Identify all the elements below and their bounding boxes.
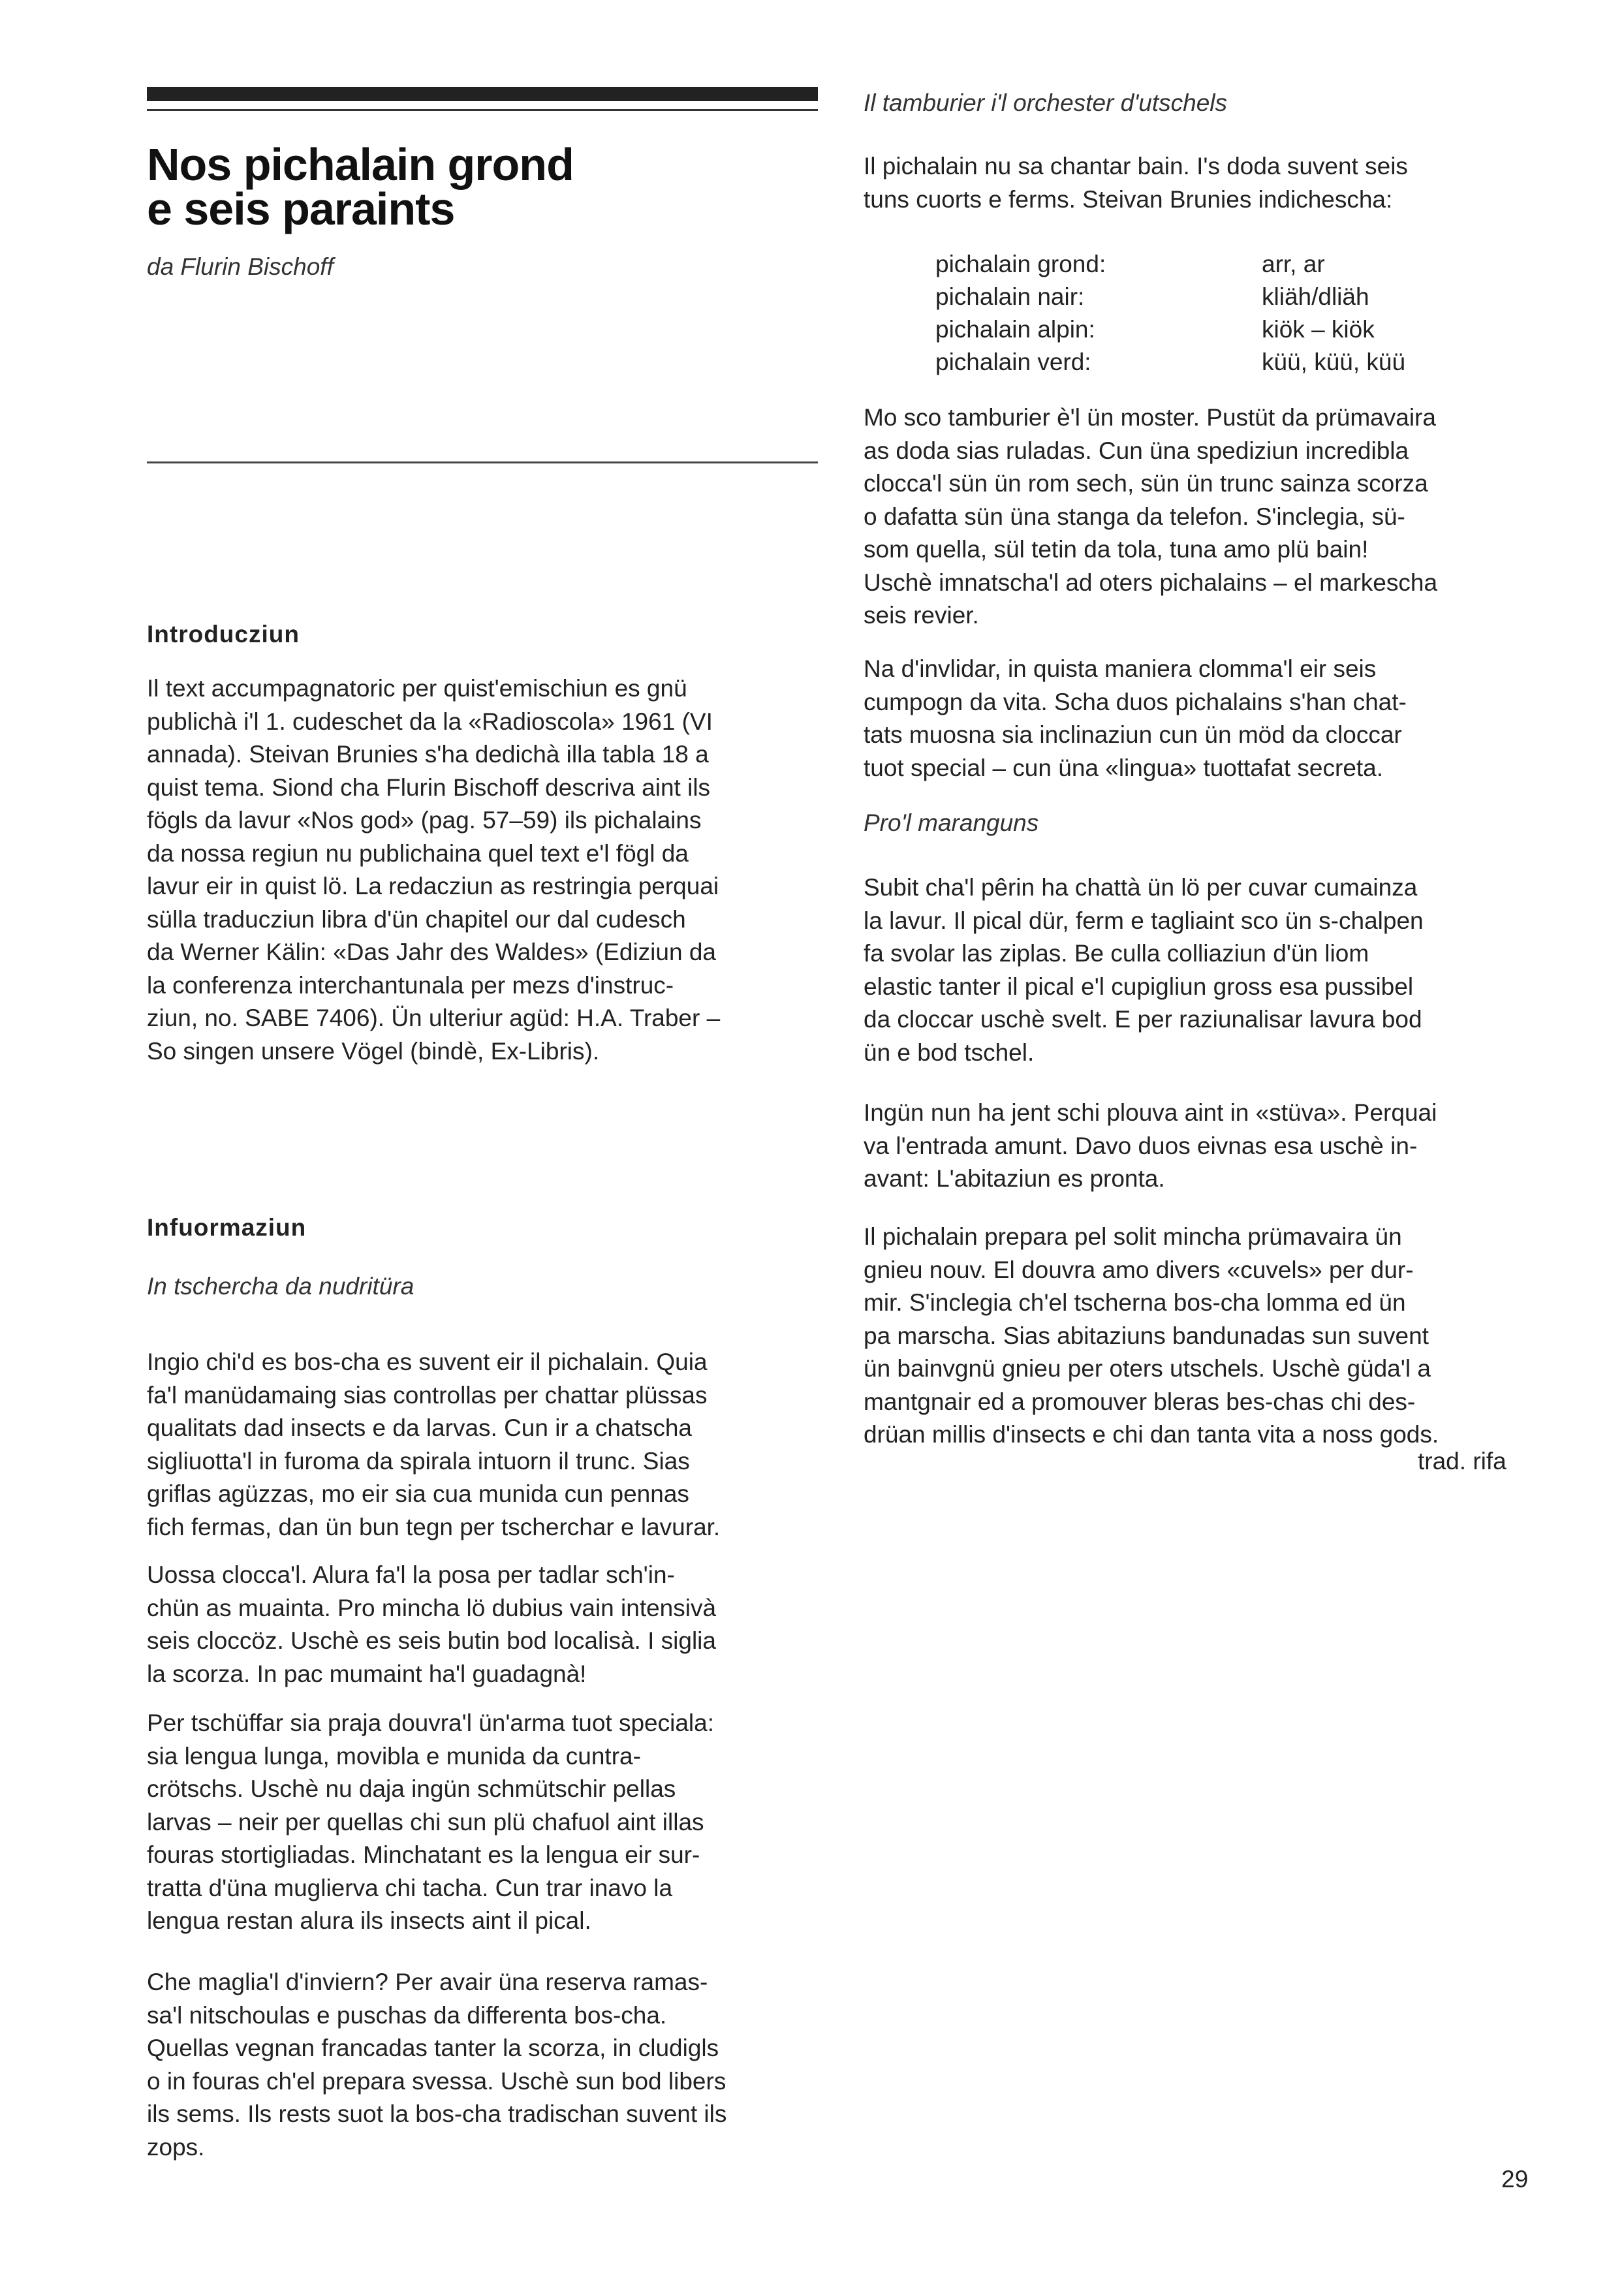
text-line: quist tema. Siond cha Flurin Bischoff descriva aint ils — [147, 773, 711, 801]
right-paragraph-6 — [864, 1221, 1536, 1452]
section-divider — [147, 461, 818, 463]
left-paragraph-3 — [147, 1707, 819, 1938]
text-line: seis revier. — [864, 602, 979, 629]
title-line-2: e seis paraints — [147, 183, 455, 234]
text-line: annada). Steivan Brunies s'ha dedichà illa tabla 18 a — [147, 741, 709, 768]
info-heading: Infuormaziun — [147, 1214, 307, 1241]
text-line: da Werner Kälin: «Das Jahr des Waldes» (Ediziun da — [147, 939, 716, 965]
text-line: clocca'l sün ün rom sech, sün ün trunc sainza scorza — [864, 470, 1428, 497]
text-line: sia lengua lunga, movibla e munida da cuntra- — [147, 1742, 641, 1770]
intro-heading: Introducziun — [147, 621, 300, 648]
left-paragraph-1 — [147, 1346, 819, 1544]
text-line: ün bainvgnü gnieu per oters utschels. Uschè güda'l a — [864, 1355, 1431, 1382]
text-line: griflas agüzzas, mo eir sia cua munida cun pennas — [147, 1480, 689, 1507]
text-line: avant: L'abitaziun es pronta. — [864, 1165, 1165, 1192]
text-line: som quella, sül tetin da tola, tuna amo plü bain! — [864, 536, 1369, 563]
bird-call-row — [935, 248, 1405, 281]
text-line: pa marscha. Sias abitaziuns bandunadas sun suvent — [864, 1322, 1429, 1349]
text-line: tuns cuorts e ferms. Steivan Brunies indichescha: — [864, 185, 1393, 213]
text-line: Uossa clocca'l. Alura fa'l la posa per tadlar sch'in- — [147, 1561, 675, 1588]
text-line: chün as muainta. Pro mincha lö dubius vain intensivà — [147, 1594, 717, 1621]
text-line: tats muosna sia inclinaziun cun ün möd da cloccar — [864, 721, 1402, 748]
text-line: seis cloccöz. Uschè es seis butin bod localisà. I siglia — [147, 1627, 716, 1654]
right-subheading-2: Pro'l maranguns — [864, 809, 1039, 836]
text-line: Che maglia'l d'inviern? Per avair üna reserva ramas- — [147, 1969, 708, 1995]
text-line: Quellas vegnan francadas tanter la scorza, in cludigls — [147, 2035, 719, 2061]
bird-call-row — [935, 281, 1405, 313]
text-line: elastic tanter il pical e'l cupigliun gross esa pussibel — [864, 973, 1414, 1000]
text-line: Uschè imnatscha'l ad oters pichalains – el markescha — [864, 569, 1438, 596]
text-line: zops. — [147, 2133, 205, 2161]
text-line: tuot special – cun üna «lingua» tuottafat secreta. — [864, 754, 1384, 781]
text-line: Il pichalain nu sa chantar bain. I's doda suvent seis — [864, 153, 1408, 180]
title-line-1: Nos pichalain grond — [147, 139, 574, 190]
text-line: Il text accumpagnatoric per quist'emischiun es gnü — [147, 675, 687, 702]
bird-call: kiök – kiök — [1262, 316, 1375, 343]
text-line: da nossa regiun nu publichaina quel text e'l fögl da — [147, 839, 689, 867]
byline: da Flurin Bischoff — [147, 253, 334, 280]
bird-name: pichalain verd: — [935, 349, 1091, 375]
bird-call-table — [935, 248, 1405, 379]
text-line: la scorza. In pac mumaint ha'l guadagnà! — [147, 1660, 587, 1687]
title-rule-line — [147, 109, 818, 111]
text-line: So singen unsere Vögel (bindè, Ex-Libris). — [147, 1037, 600, 1065]
text-line: fögls da lavur «Nos god» (pag. 57–59) ils pichalains — [147, 807, 702, 834]
translator-signature: trad. rifa — [1418, 1448, 1507, 1475]
text-line: ün e bod tschel. — [864, 1038, 1035, 1066]
bird-call: kliäh/dliäh — [1262, 283, 1369, 310]
text-line: o in fouras ch'el prepara svessa. Uschè sun bod libers — [147, 2067, 726, 2095]
text-line: Per tschüffar sia praja douvra'l ün'arma tuot speciala: — [147, 1710, 715, 1736]
text-line: mir. S'inclegia ch'el tscherna bos-cha lomma ed ün — [864, 1289, 1406, 1316]
text-line: cumpogn da vita. Scha duos pichalains s'han chat- — [864, 688, 1407, 715]
text-line: o dafatta sün üna stanga da telefon. S'inclegia, sü- — [864, 503, 1405, 530]
text-line: drüan millis d'insects e chi dan tanta vita a noss gods. — [864, 1421, 1439, 1448]
text-line: crötschs. Uschè nu daja ingün schmütschir pellas — [147, 1775, 676, 1802]
text-line: qualitats dad insects e da larvas. Cun ir a chatscha — [147, 1414, 693, 1441]
bird-name: pichalain alpin: — [935, 316, 1095, 343]
right-paragraph-4 — [864, 871, 1536, 1069]
right-paragraph-5 — [864, 1097, 1536, 1196]
text-line: gnieu nouv. El douvra amo divers «cuvels» per dur- — [864, 1256, 1414, 1283]
text-line: lengua restan alura ils insects aint il pical. — [147, 1907, 591, 1934]
bird-name: pichalain nair: — [935, 283, 1085, 310]
right-paragraph-1 — [864, 150, 1536, 216]
text-line: sigliuotta'l in furoma da spirala intuorn il trunc. Sias — [147, 1447, 690, 1475]
text-line: la lavur. Il pical dür, ferm e tagliaint sco ün s-chalpen — [864, 907, 1424, 934]
left-paragraph-2 — [147, 1559, 819, 1691]
right-paragraph-2 — [864, 401, 1536, 632]
text-line: Subit cha'l pêrin ha chattà ün lö per cuvar cumainza — [864, 874, 1418, 901]
text-line: publichà i'l 1. cudeschet da la «Radioscola» 1961 (VI — [147, 708, 713, 735]
text-line: la conferenza interchantunala per mezs d'instruc- — [147, 971, 674, 999]
text-line: ils sems. Ils rests suot la bos-cha tradischan suvent ils — [147, 2100, 727, 2127]
text-line: Mo sco tamburier è'l ün moster. Pustüt da prümavaira — [864, 404, 1436, 431]
text-line: larvas – neir per quellas chi sun plü chafuol aint illas — [147, 1808, 704, 1835]
text-line: fich fermas, dan ün bun tegn per tscherchar e lavurar. — [147, 1513, 721, 1540]
text-line: as doda sias ruladas. Cun üna spediziun incredibla — [864, 437, 1409, 464]
page-number: 29 — [1501, 2166, 1529, 2193]
intro-paragraph — [147, 672, 819, 1068]
text-line: mantgnair ed a promouver bleras bes-chas chi des- — [864, 1388, 1416, 1415]
text-line: ziun, no. SABE 7406). Ün ulteriur agüd: H.A. Traber – — [147, 1005, 721, 1031]
text-line: sülla traducziun libra d'ün chapitel our dal cudesch — [147, 905, 686, 933]
text-line: sa'l nitschoulas e puschas da differenta bos-cha. — [147, 2001, 667, 2029]
text-line: fouras stortigliadas. Minchatant es la lengua eir sur- — [147, 1841, 700, 1868]
text-line: fa svolar las ziplas. Be culla colliaziun d'ün liom — [864, 940, 1369, 967]
bird-call-row — [935, 346, 1405, 379]
right-paragraph-3 — [864, 653, 1536, 785]
text-line: Ingio chi'd es bos-cha es suvent eir il pichalain. Quia — [147, 1349, 708, 1375]
article-title — [147, 139, 819, 234]
bird-call-row — [935, 313, 1405, 346]
left-paragraph-4 — [147, 1966, 819, 2164]
text-line: tratta d'üna muglierva chi tacha. Cun trar inavo la — [147, 1874, 673, 1901]
text-line: Il pichalain prepara pel solit mincha prümavaira ün — [864, 1223, 1402, 1250]
text-line: fa'l manüdamaing sias controllas per chattar plüssas — [147, 1381, 708, 1409]
text-line: va l'entrada amunt. Davo duos eivnas esa uschè in- — [864, 1132, 1418, 1159]
info-subheading: In tschercha da nudritüra — [147, 1273, 414, 1300]
text-line: da cloccar uschè svelt. E per raziunalisar lavura bod — [864, 1006, 1422, 1033]
title-rule-bar — [147, 87, 818, 101]
text-line: Na d'invlidar, in quista maniera clomma'l eir seis — [864, 655, 1377, 682]
bird-name: pichalain grond: — [935, 251, 1106, 277]
text-line: lavur eir in quist lö. La redacziun as restringia perquai — [147, 873, 719, 899]
bird-call: küü, küü, küü — [1262, 349, 1406, 375]
bird-call: arr, ar — [1262, 251, 1325, 277]
text-line: Ingün nun ha jent schi plouva aint in «stüva». Perquai — [864, 1099, 1437, 1126]
right-subheading-1: Il tamburier i'l orchester d'utschels — [864, 89, 1228, 116]
